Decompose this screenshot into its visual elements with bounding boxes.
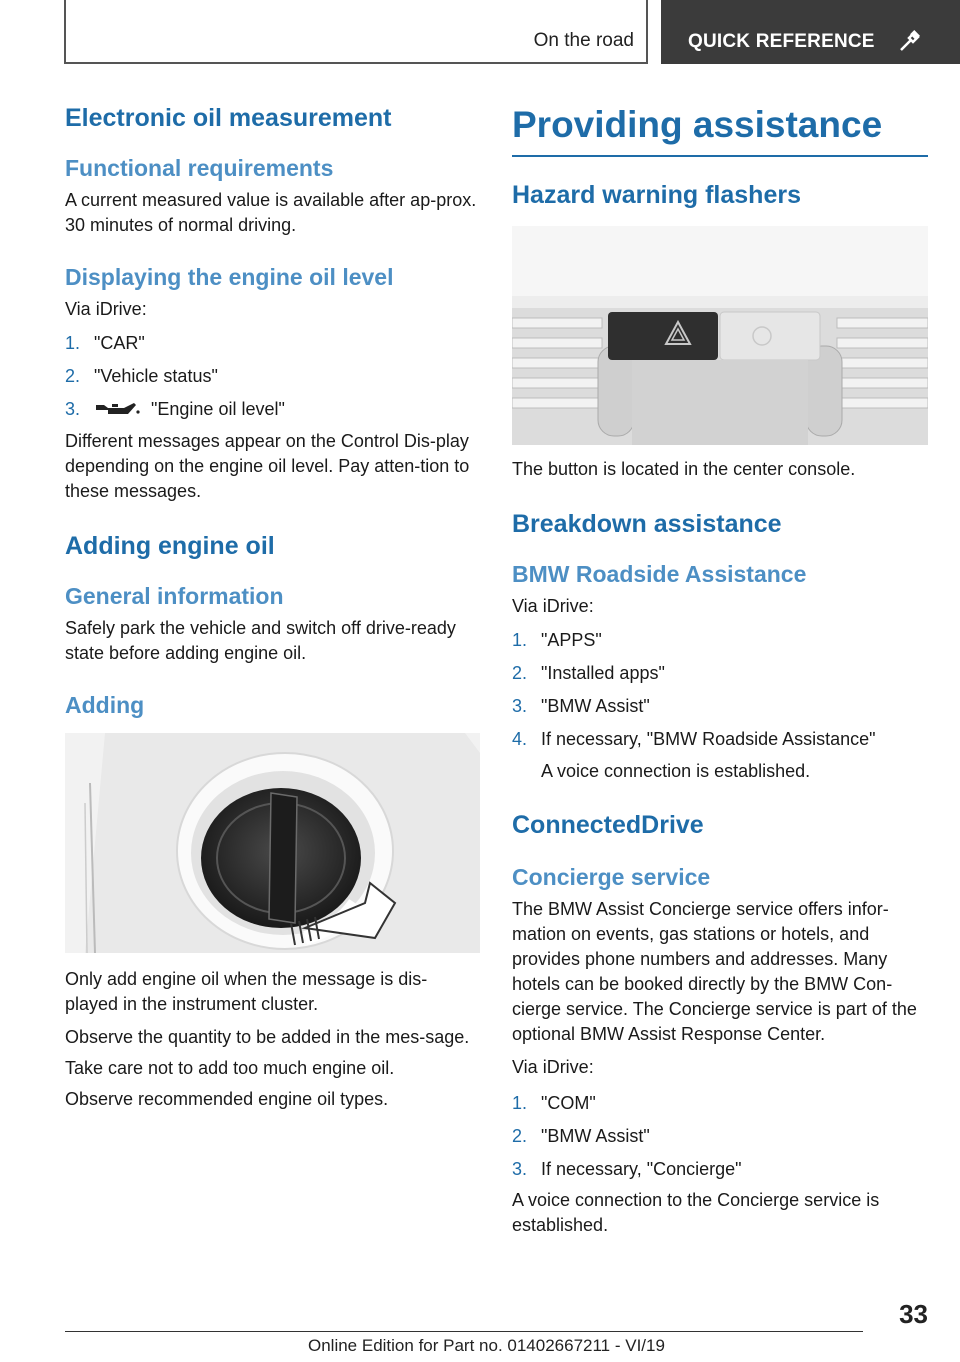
heading-concierge: Concierge service <box>512 864 711 890</box>
para-general: Safely park the vehicle and switch off drive-ready state before adding engine oil. <box>65 618 456 663</box>
para-add-3: Take care not to add too much engine oil. <box>65 1058 395 1078</box>
steps-list-concierge <box>512 1091 928 1182</box>
para-concierge: The BMW Assist Concierge service offers infor-mation on events, gas stations or hotels, and provides phone numbers and addresses. Many hotels can be booked directly by the BMW Con-cierge service. The Concierge service is part of the optional BMW Assist Response Center. <box>512 899 917 1044</box>
oil-can-icon <box>94 400 142 425</box>
heading-adding-engine-oil: Adding engine oil <box>65 532 275 560</box>
para-voice-concierge: A voice connection to the Concierge service is established. <box>512 1190 880 1235</box>
para-add-4: Observe recommended engine oil types. <box>65 1089 389 1109</box>
list-item: 3. If necessary, "Concierge" <box>512 1159 742 1179</box>
list-item: 2. "Installed apps" <box>512 663 665 683</box>
heading-roadside: BMW Roadside Assistance <box>512 561 807 587</box>
para-add-1: Only add engine oil when the message is dis-played in the instrument cluster. <box>65 969 428 1014</box>
footer-divider <box>65 1331 863 1332</box>
list-item: 1. "CAR" <box>65 333 145 353</box>
steps-list-roadside <box>512 628 928 752</box>
quick-reference-label: QUICK REFERENCE <box>688 31 875 52</box>
para-hazard: The button is located in the center console. <box>512 459 856 479</box>
para-via-idrive-1: Via iDrive: <box>512 596 594 616</box>
quick-reference-tab[interactable] <box>661 0 960 64</box>
para-add-2: Observe the quantity to be added in the mes-sage. <box>65 1027 470 1047</box>
heading-connecteddrive: ConnectedDrive <box>512 811 704 839</box>
heading-general-info: General information <box>65 583 284 609</box>
heading-hazard: Hazard warning flashers <box>512 181 801 209</box>
list-item: 3. "Engine oil level" <box>65 397 480 425</box>
oil-filler-cap-image <box>65 733 480 953</box>
heading-electronic-oil: Electronic oil measurement <box>65 104 392 132</box>
heading-functional-requirements: Functional requirements <box>65 155 334 181</box>
list-item: 3. "BMW Assist" <box>512 696 650 716</box>
steps-list-oil <box>65 331 480 425</box>
list-item: 1. "COM" <box>512 1093 596 1113</box>
heading-breakdown: Breakdown assistance <box>512 510 782 538</box>
list-item: 4. If necessary, "BMW Roadside Assistance" <box>512 729 876 749</box>
hazard-button-image <box>512 226 928 445</box>
heading-providing-assistance: Providing assistance <box>512 104 928 157</box>
para-messages: Different messages appear on the Control Dis-play depending on the engine oil level. Pay atten-tion to these messages. <box>65 431 470 501</box>
heading-displaying-oil: Displaying the engine oil level <box>65 264 394 290</box>
right-column <box>512 100 928 1238</box>
para-functional: A current measured value is available after ap-prox. 30 minutes of normal driving. <box>65 190 477 235</box>
list-item: 2. "BMW Assist" <box>512 1126 650 1146</box>
quick-reference-icon <box>899 30 921 57</box>
para-voice-connection: A voice connection is established. <box>541 761 811 781</box>
para-via-idrive-2: Via iDrive: <box>512 1057 594 1077</box>
list-item: 1. "APPS" <box>512 630 602 650</box>
list-item: 2. "Vehicle status" <box>65 366 218 386</box>
footer-edition: Online Edition for Part no. 01402667211 - VI/19 <box>308 1336 665 1355</box>
section-title: On the road <box>533 30 634 51</box>
left-column <box>65 100 480 1112</box>
heading-adding: Adding <box>65 692 145 718</box>
para-via-idrive: Via iDrive: <box>65 299 147 319</box>
page-number: 33 <box>899 1299 928 1329</box>
